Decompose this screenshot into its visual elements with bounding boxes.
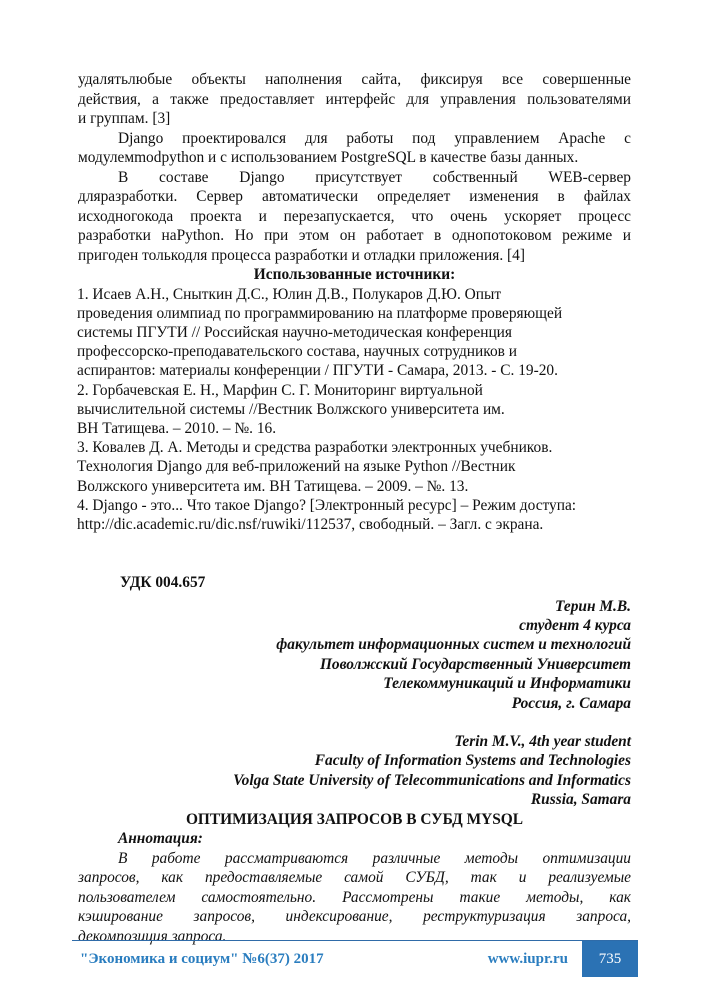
reference-line: 2. Горбачевская Е. Н., Марфин С. Г. Мониторинг виртуальной [77,381,483,399]
annotation-heading: Аннотация: [118,830,203,848]
reference-line: вычислительной системы //Вестник Волжского университета им. [77,400,505,418]
reference-line: Технология Django для веб-приложений на языке Python //Вестник [77,458,516,476]
paragraph-line: удалятьлюбые объекты наполнения сайта, фиксируя все совершенные [78,71,631,88]
page-number: 735 [582,941,638,977]
page-body [78,70,631,946]
reference-line: системы ПГУТИ // Российская научно-методическая конференция [77,323,513,341]
author-line: студент 4 курса [519,617,631,635]
paragraph-line: исходногокода проекта и перезапускается, что очень ускоряет процесс [78,207,631,225]
paragraph-line: и группам. [3] [78,110,171,127]
reference-line: http://dic.academic.ru/dic.nsf/ruwiki/112537, свободный. – Загл. с экрана. [77,515,544,533]
references-list [77,285,631,535]
annotation-line: В работе рассматриваются различные методы оптимизации [118,849,631,867]
annotation-text [78,849,631,947]
author-block-ru [78,597,631,713]
reference-line: профессорско-преподавательского состава, научных сотрудников и [77,343,517,361]
paragraph-line: В составе Django присутствует собственный WEB-сервер [118,168,631,186]
annotation-line: декомпозиция запроса. [78,927,227,945]
author-line: факультет информационных систем и технологий [276,636,631,654]
paragraph-line: дляразработки. Сервер автоматически определяет изменения в файлах [78,188,631,205]
author-line: Россия, г. Самара [511,694,631,712]
annotation-line: кэширование запросов, индексирование, реструктуризация запроса, [78,908,631,926]
paragraph-line: Django проектировался для работы под управлением Apache с [118,129,631,147]
journal-name: "Экономика и социум" №6(37) 2017 [80,951,324,967]
paragraph-line: пригоден толькодля процесса разработки и отладки приложения. [4] [78,246,525,264]
annotation-line: пользователем самостоятельно. Рассмотрены такие методы, как [78,888,631,906]
paragraph-line: модулемmodpython и с использованием PostgreSQL в качестве базы данных. [78,149,579,166]
author-line: Поволжский Государственный Университет [319,655,631,673]
paragraph-line: действия, а также предоставляет интерфейс для управления пользователями [78,90,631,108]
author-line: Телекоммуникаций и Информатики [383,675,631,693]
sources-heading: Использованные источники: [253,266,456,283]
journal-website-link[interactable]: www.iupr.ru [487,951,568,967]
author-line: Terin M.V., 4th year student [454,733,631,751]
author-line: Russia, Samara [530,791,631,809]
author-line: Терин М.В. [555,597,631,615]
reference-line: 1. Исаев А.Н., Сныткин Д.С., Юлин Д.В., Полукаров Д.Ю. Опыт [77,285,502,303]
author-line: Faculty of Information Systems and Technologies [314,752,631,770]
article-title: ОПТИМИЗАЦИЯ ЗАПРОСОВ В СУБД MYSQL [185,810,524,828]
udk-code: УДК 004.657 [120,574,206,592]
reference-line: 3. Ковалев Д. А. Методы и средства разработки электронных учебников. [77,439,553,457]
reference-line: Волжского университета им. ВН Татищева. – 2009. – №. 13. [77,477,469,495]
author-block-en [78,732,631,810]
reference-line: ВН Татищева. – 2010. – №. 16. [77,419,277,437]
reference-line: аспирантов: материалы конференции / ПГУТИ - Самара, 2013. - С. 19-20. [77,362,558,380]
paragraph-line: разработки наPython. Но при этом он работает в однопотоковом режиме и [78,227,631,244]
reference-line: 4. Django - это... Что такое Django? [Электронный ресурс] – Режим доступа: [77,496,577,514]
annotation-line: запросов, как предоставляемые самой СУБД, так и реализуемые [78,869,631,887]
author-line: Volga State University of Telecommunications and Informatics [233,771,631,789]
page-footer [72,940,638,977]
reference-line: проведения олимпиад по программированию на платформе проверяющей [77,304,563,322]
